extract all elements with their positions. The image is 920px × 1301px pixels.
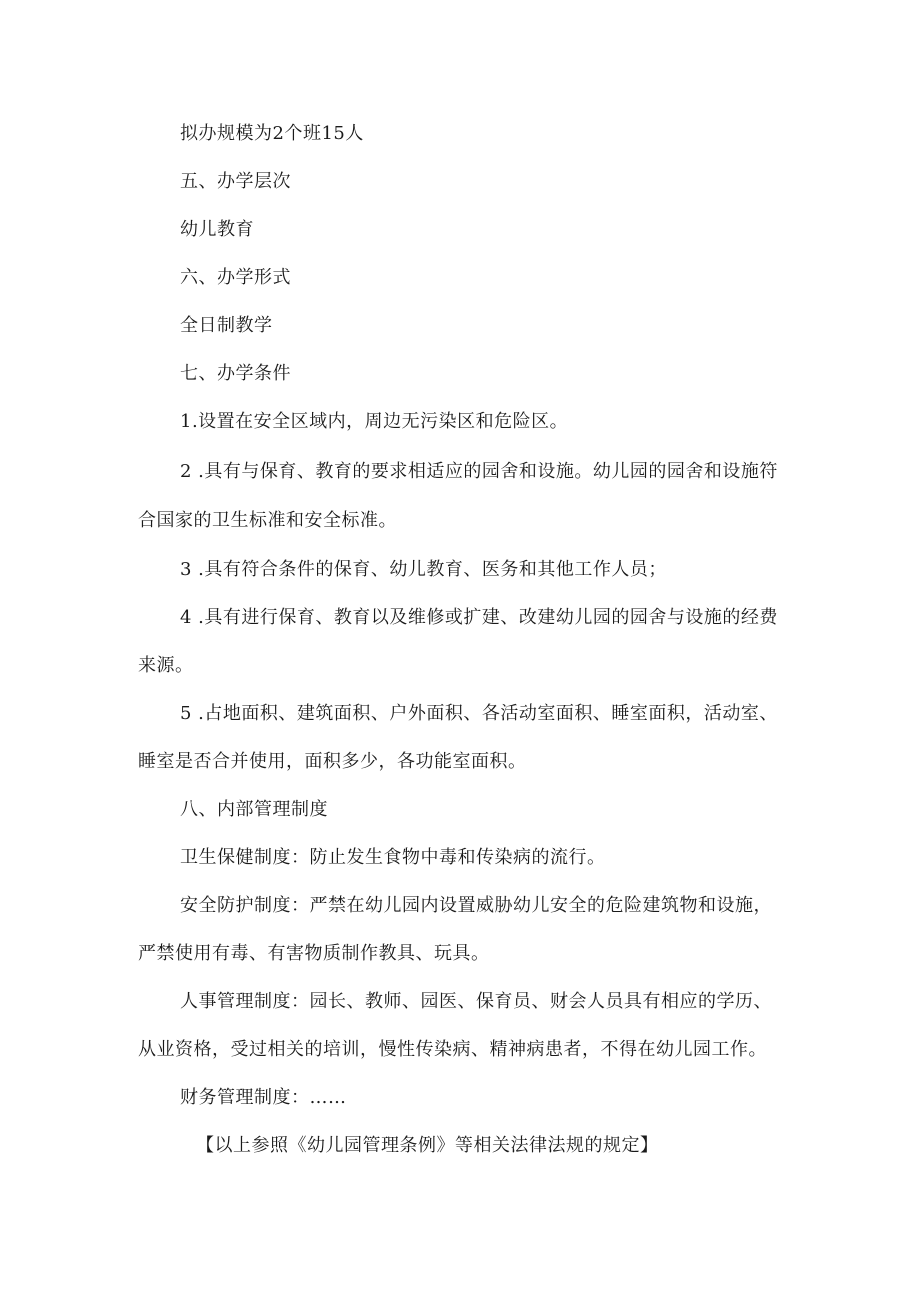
section-heading-level: 五、办学层次	[180, 171, 291, 192]
personnel-policy-line-2: 从业资格，受过相关的培训，慢性传染病、精神病患者，不得在幼儿园工作。	[138, 1039, 767, 1060]
condition-5-line-2: 睡室是否合并使用，面积多少，各功能室面积。	[138, 751, 527, 772]
condition-5-line-1: 5 .占地面积、建筑面积、户外面积、各活动室面积、睡室面积，活动室、	[180, 703, 778, 724]
scale-text: 拟办规模为2个班15人	[180, 123, 364, 144]
reference-note: 【以上参照《幼儿园管理条例》等相关法律法规的规定】	[196, 1135, 659, 1156]
section-heading-form: 六、办学形式	[180, 267, 291, 288]
condition-2-line-1: 2 .具有与保育、教育的要求相适应的园舍和设施。幼儿园的园舍和设施符	[180, 461, 778, 482]
level-text: 幼儿教育	[180, 219, 254, 240]
health-policy: 卫生保健制度：防止发生食物中毒和传染病的流行。	[180, 847, 606, 868]
condition-4-line-1: 4 .具有进行保育、教育以及维修或扩建、改建幼儿园的园舍与设施的经费	[180, 607, 778, 628]
personnel-policy-line-1: 人事管理制度：园长、教师、园医、保育员、财会人员具有相应的学历、	[180, 991, 772, 1012]
form-text: 全日制教学	[180, 315, 273, 336]
condition-2-line-2: 合国家的卫生标准和安全标准。	[138, 510, 397, 531]
safety-policy-line-2: 严禁使用有毒、有害物质制作教具、玩具。	[138, 943, 490, 964]
section-heading-conditions: 七、办学条件	[180, 363, 291, 384]
condition-4-line-2: 来源。	[138, 655, 194, 676]
condition-1: 1.设置在安全区域内，周边无污染区和危险区。	[180, 411, 569, 432]
finance-policy: 财务管理制度：……	[180, 1087, 347, 1108]
safety-policy-line-1: 安全防护制度：严禁在幼儿园内设置威胁幼儿安全的危险建筑物和设施，	[180, 895, 772, 916]
condition-3: 3 .具有符合条件的保育、幼儿教育、医务和其他工作人员；	[180, 559, 667, 580]
section-heading-management: 八、内部管理制度	[180, 799, 328, 820]
